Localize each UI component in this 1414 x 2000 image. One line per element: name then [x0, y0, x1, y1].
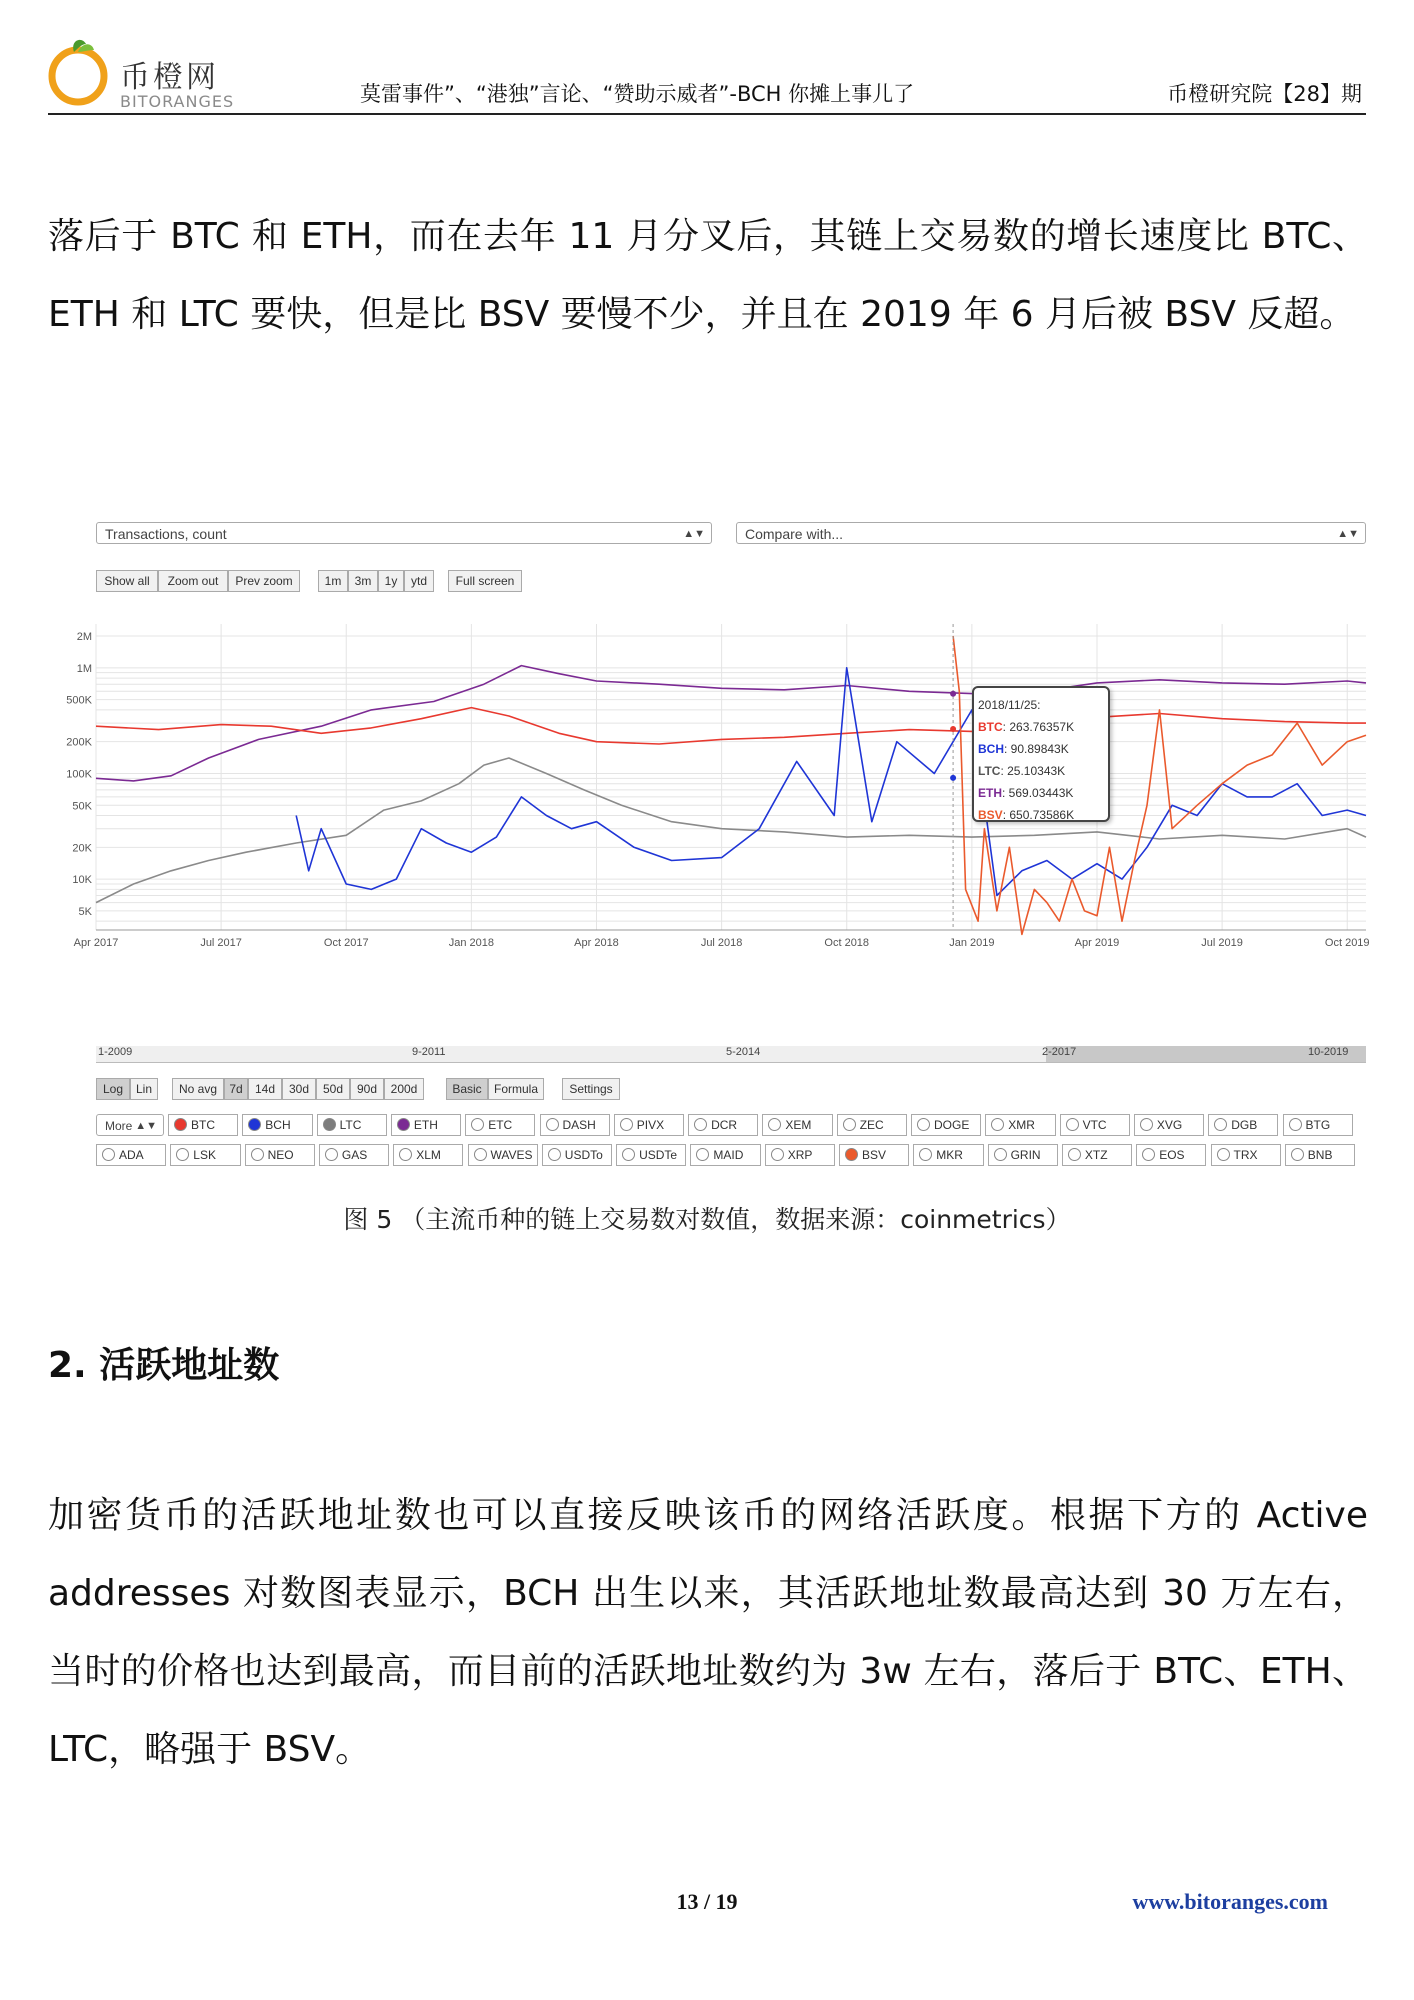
coin-toggle-xem[interactable]: [762, 1114, 832, 1136]
navigator-label: 1-2009: [98, 1046, 133, 1058]
radio-icon: [1140, 1118, 1153, 1131]
radio-icon: [1217, 1148, 1230, 1161]
coin-label: BNB: [1307, 1148, 1333, 1162]
radio-icon: [843, 1118, 856, 1131]
coin-toggle-trx[interactable]: [1211, 1144, 1281, 1166]
coin-toggle-mkr[interactable]: [913, 1144, 983, 1166]
coin-toggle-lsk[interactable]: [170, 1144, 240, 1166]
compare-select-label: Compare with...: [745, 526, 844, 542]
radio-icon: [1068, 1148, 1081, 1161]
coin-label: BCH: [265, 1118, 291, 1132]
radio-icon: [251, 1148, 264, 1161]
coin-label: VTC: [1082, 1118, 1107, 1132]
coin-toggle-maid[interactable]: [690, 1144, 760, 1166]
checked-radio-icon: [248, 1118, 261, 1131]
paragraph-2: 加密货币的活跃地址数也可以直接反映该币的网络活跃度。根据下方的 Active addresses 对数图表显示，BCH 出生以来，其活跃地址数最高达到 30 万左右，当时的价格也达到最高，而目前的活跃地址数约为 3w 左右，落后于 BTC、ETH、LTC，略强于 BSV。: [48, 1495, 1368, 1770]
radio-icon: [696, 1148, 709, 1161]
coin-label: BTG: [1305, 1118, 1331, 1132]
coin-label: ETC: [488, 1118, 513, 1132]
coin-label: PIVX: [636, 1118, 665, 1132]
tooltip-row-eth: ETH: 569.03443K: [978, 786, 1074, 800]
coin-toggle-dgb[interactable]: [1208, 1114, 1278, 1136]
coin-label: MKR: [936, 1148, 963, 1162]
coin-toggle-zec[interactable]: [837, 1114, 907, 1136]
radio-icon: [1066, 1118, 1079, 1131]
tooltip-value: 650.73586K: [1009, 808, 1075, 822]
radio-icon: [471, 1118, 484, 1131]
tooltip-value: 569.03443K: [1008, 786, 1074, 800]
hover-point: [950, 691, 956, 697]
tooltip-value: 25.10343K: [1007, 764, 1066, 778]
settings-button[interactable]: Settings: [562, 1078, 620, 1100]
coin-label: DCR: [711, 1118, 738, 1132]
radio-icon: [768, 1118, 781, 1131]
avg-200d-button[interactable]: 200d: [384, 1078, 424, 1100]
tooltip-name: LTC: [978, 764, 1001, 778]
coin-toggle-bsv[interactable]: [839, 1144, 909, 1166]
radio-icon: [176, 1148, 189, 1161]
coin-toggle-waves[interactable]: [468, 1144, 538, 1166]
full-screen-button[interactable]: Full screen: [448, 570, 522, 592]
coin-toggle-dash[interactable]: [540, 1114, 610, 1136]
coin-toggle-grin[interactable]: [988, 1144, 1058, 1166]
checked-radio-icon: [845, 1148, 858, 1161]
coin-toggle-xvg[interactable]: [1134, 1114, 1204, 1136]
header-divider: [48, 113, 1366, 115]
y-tick-label: 5K: [78, 905, 92, 918]
series-line-ltc: [96, 758, 1366, 903]
show-all-button[interactable]: Show all: [96, 570, 158, 592]
y-tick-label: 1M: [76, 662, 92, 675]
avg-7d-button[interactable]: 7d: [224, 1078, 248, 1100]
more-select[interactable]: [96, 1114, 164, 1136]
formula-mode-button[interactable]: Formula: [488, 1078, 544, 1100]
coin-toggle-vtc[interactable]: [1060, 1114, 1130, 1136]
range-navigator[interactable]: [96, 1046, 1366, 1063]
y-tick-label: 2M: [76, 631, 92, 644]
radio-icon: [620, 1118, 633, 1131]
y-tick-label: 50K: [72, 800, 92, 813]
x-tick-label: Apr 2018: [574, 937, 619, 949]
tooltip-name: BSV: [978, 808, 1003, 822]
coin-label: XVG: [1156, 1118, 1183, 1132]
coin-toggle-pivx[interactable]: [614, 1114, 684, 1136]
coin-toggle-eth[interactable]: [391, 1114, 461, 1136]
radio-icon: [991, 1118, 1004, 1131]
metric-select[interactable]: [96, 522, 712, 544]
checked-radio-icon: [323, 1118, 336, 1131]
avg-14d-button[interactable]: 14d: [248, 1078, 282, 1100]
coin-label: NEO: [267, 1148, 294, 1162]
navigator-label: 9-2011: [412, 1046, 446, 1058]
coin-toggle-xtz[interactable]: [1062, 1144, 1132, 1166]
coin-label: TRX: [1233, 1148, 1258, 1162]
x-tick-label: Oct 2017: [323, 937, 369, 949]
no-avg-button[interactable]: No avg: [172, 1078, 224, 1100]
brand-name-cn: 币橙网: [120, 60, 219, 95]
radio-icon: [399, 1148, 412, 1161]
tooltip-date: 2018/11/25:: [978, 698, 1041, 712]
select-arrow-icon: ▲▼: [683, 528, 705, 540]
checked-radio-icon: [174, 1118, 187, 1131]
range-1y-button[interactable]: 1y: [378, 570, 404, 592]
coin-label: BTC: [191, 1118, 215, 1132]
hover-point: [950, 775, 956, 781]
y-tick-label: 100K: [66, 768, 92, 781]
coin-label: EOS: [1159, 1148, 1185, 1162]
coin-label: XEM: [785, 1118, 812, 1132]
coin-label: DOGE: [934, 1118, 970, 1132]
radio-icon: [1289, 1118, 1302, 1131]
coin-toggle-xmr[interactable]: [985, 1114, 1055, 1136]
avg-90d-button[interactable]: 90d: [350, 1078, 384, 1100]
coin-toggle-usdte[interactable]: [616, 1144, 686, 1166]
coin-label: GRIN: [1010, 1148, 1041, 1162]
x-tick-label: Jul 2019: [1201, 937, 1243, 949]
coin-label: BSV: [862, 1148, 887, 1162]
basic-mode-button[interactable]: Basic: [446, 1078, 488, 1100]
coin-toggle-bnb[interactable]: [1285, 1144, 1355, 1166]
coin-toggle-ada[interactable]: [96, 1144, 166, 1166]
coin-label: WAVES: [490, 1148, 533, 1162]
more-select-label: More: [105, 1119, 133, 1133]
radio-icon: [622, 1148, 635, 1161]
coin-label: XLM: [416, 1148, 441, 1162]
navigator-label: 5-2014: [726, 1046, 761, 1058]
transactions-chart: [66, 612, 1370, 952]
coin-toggle-xlm[interactable]: [393, 1144, 463, 1166]
coin-label: ADA: [119, 1148, 144, 1162]
coin-label: XRP: [787, 1148, 813, 1162]
tooltip-row-btc: BTC: 263.76357K: [978, 720, 1075, 734]
lin-scale-button[interactable]: Lin: [130, 1078, 158, 1100]
prev-zoom-button[interactable]: Prev zoom: [228, 570, 300, 592]
brand-name-en: BITORANGES: [120, 92, 235, 111]
log-scale-button[interactable]: Log: [96, 1078, 130, 1100]
radio-icon: [474, 1148, 487, 1161]
range-3m-button[interactable]: 3m: [348, 570, 378, 592]
x-tick-label: Jan 2019: [949, 937, 995, 949]
radio-icon: [546, 1118, 559, 1131]
x-tick-label: Jul 2018: [700, 937, 743, 949]
radio-icon: [325, 1148, 338, 1161]
header-issue: 币橙研究院【28】期: [1167, 82, 1362, 106]
checked-radio-icon: [397, 1118, 410, 1131]
navigator-label: 2-2017: [1042, 1046, 1077, 1058]
section-heading: 2. 活跃地址数: [48, 1345, 280, 1386]
coin-toggle-gas[interactable]: [319, 1144, 389, 1166]
coin-toggle-ltc[interactable]: [317, 1114, 387, 1136]
coin-label: GAS: [341, 1148, 368, 1162]
x-tick-label: Oct 2019: [1324, 937, 1370, 949]
select-arrow-icon: ▲▼: [135, 1120, 157, 1132]
y-tick-label: 200K: [66, 736, 92, 749]
x-tick-label: Jan 2018: [448, 937, 495, 949]
tooltip-row-bsv: BSV: 650.73586K: [978, 808, 1075, 822]
coin-label: DASH: [562, 1118, 596, 1132]
coin-label: USDTe: [639, 1148, 678, 1162]
range-ytd-button[interactable]: ytd: [404, 570, 434, 592]
hover-point: [950, 726, 956, 732]
coin-selector: [96, 1114, 1366, 1166]
x-tick-label: Oct 2018: [824, 937, 870, 949]
page-number: 13 / 19: [676, 1889, 738, 1914]
tooltip-name: ETH: [978, 786, 1002, 800]
tooltip-value: 90.89843K: [1010, 742, 1069, 756]
tooltip-value: 263.76357K: [1009, 720, 1075, 734]
coin-toggle-dcr[interactable]: [688, 1114, 758, 1136]
radio-icon: [694, 1118, 707, 1131]
coin-label: DGB: [1231, 1118, 1258, 1132]
coin-label: ZEC: [859, 1118, 884, 1132]
series-line-btc: [96, 708, 1366, 744]
coin-toggle-eos[interactable]: [1136, 1144, 1206, 1166]
coin-label: XTZ: [1084, 1148, 1108, 1162]
coin-toggle-etc[interactable]: [465, 1114, 535, 1136]
navigator-label: 10-2019: [1308, 1046, 1349, 1058]
coin-label: LTC: [339, 1118, 362, 1132]
radio-icon: [548, 1148, 561, 1161]
avg-50d-button[interactable]: 50d: [316, 1078, 350, 1100]
zoom-out-button[interactable]: Zoom out: [158, 570, 228, 592]
y-tick-label: 20K: [72, 842, 92, 855]
radio-icon: [771, 1148, 784, 1161]
tooltip-row-ltc: LTC: 25.10343K: [978, 764, 1066, 778]
select-arrow-icon: ▲▼: [1337, 528, 1359, 540]
paragraph-1: 落后于 BTC 和 ETH，而在去年 11 月分叉后，其链上交易数的增长速度比 BTC、ETH 和 LTC 要快，但是比 BSV 要慢不少，并且在 2019 年 6 月后被 BSV 反超。: [48, 216, 1368, 335]
coin-toggle-neo[interactable]: [245, 1144, 315, 1166]
metric-select-label: Transactions, count: [105, 526, 227, 542]
coin-toggle-bch[interactable]: [242, 1114, 312, 1136]
coin-label: XMR: [1008, 1118, 1035, 1132]
coin-toggle-btg[interactable]: [1283, 1114, 1353, 1136]
tooltip-name: BCH: [978, 742, 1004, 756]
radio-icon: [1142, 1148, 1155, 1161]
coin-toggle-btc[interactable]: [168, 1114, 238, 1136]
series-line-bch: [296, 668, 1366, 896]
coin-toggle-xrp[interactable]: [765, 1144, 835, 1166]
coin-label: ETH: [413, 1118, 438, 1132]
chart-tooltip: [972, 686, 1110, 822]
coin-label: LSK: [193, 1148, 216, 1162]
coin-label: MAID: [713, 1148, 744, 1162]
x-tick-label: Jul 2017: [200, 937, 242, 949]
range-1m-button[interactable]: 1m: [318, 570, 348, 592]
radio-icon: [917, 1118, 930, 1131]
chart-widget: [66, 522, 1370, 1182]
radio-icon: [1291, 1148, 1304, 1161]
coin-toggle-doge[interactable]: [911, 1114, 981, 1136]
radio-icon: [994, 1148, 1007, 1161]
radio-icon: [1214, 1118, 1227, 1131]
website-link[interactable]: www.bitoranges.com: [1132, 1889, 1328, 1914]
y-tick-label: 10K: [72, 874, 92, 887]
figure-caption: 图 5 （主流币种的链上交易数对数值，数据来源：coinmetrics）: [343, 1205, 1071, 1234]
tooltip-name: BTC: [978, 720, 1003, 734]
avg-30d-button[interactable]: 30d: [282, 1078, 316, 1100]
coin-toggle-usdto[interactable]: [542, 1144, 612, 1166]
compare-select[interactable]: [736, 522, 1366, 544]
header-title: 莫雷事件”、“港独”言论、“赞助示威者”-BCH 你摊上事儿了: [360, 82, 915, 106]
y-tick-label: 500K: [66, 694, 92, 707]
radio-icon: [102, 1148, 115, 1161]
radio-icon: [919, 1148, 932, 1161]
tooltip-row-bch: BCH: 90.89843K: [978, 742, 1069, 756]
coin-label: USDTo: [564, 1148, 603, 1162]
x-tick-label: Apr 2017: [73, 937, 119, 949]
x-tick-label: Apr 2019: [1074, 937, 1120, 949]
